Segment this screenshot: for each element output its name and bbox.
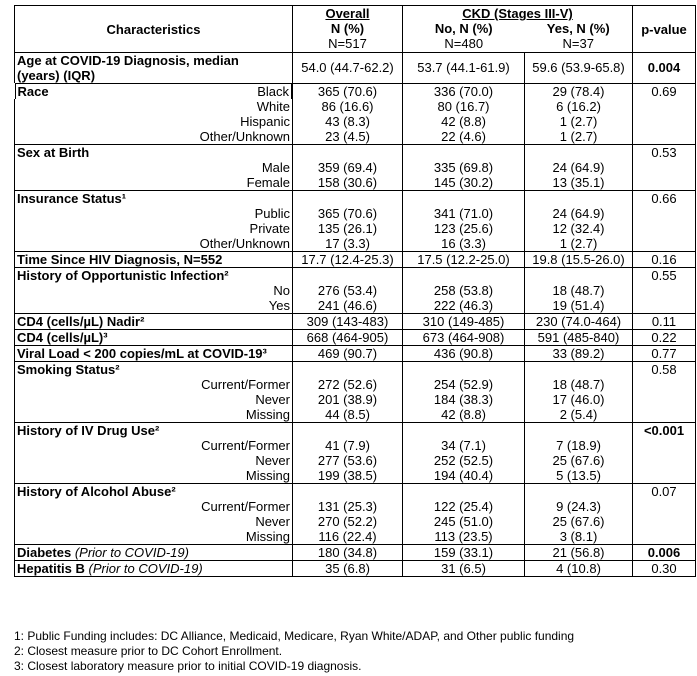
row-characteristic — [15, 484, 293, 500]
cell-overall: 17 (3.3) — [293, 236, 403, 252]
table-row — [15, 314, 696, 330]
row-label: CD4 (cells/µL) Nadir² — [17, 314, 145, 329]
row-characteristic — [15, 221, 293, 236]
cell-yes: 1 (2.7) — [525, 114, 633, 129]
table-row — [15, 283, 696, 298]
table-row — [15, 129, 696, 145]
row-characteristic — [15, 392, 293, 407]
table-row — [15, 407, 696, 423]
cell-overall: 43 (8.3) — [293, 114, 403, 129]
cell-no — [403, 423, 525, 439]
cell-yes: 33 (89.2) — [525, 346, 633, 362]
row-label: Diabetes — [17, 545, 72, 560]
characteristics-header-label: Characteristics — [106, 21, 201, 37]
cell-no — [403, 191, 525, 207]
row-sublabel: Missing — [245, 407, 290, 422]
table-row — [15, 160, 696, 175]
cell-overall — [293, 484, 403, 500]
overall-n: N=517 — [328, 36, 367, 51]
pvalue-header — [633, 6, 696, 53]
cell-no: 436 (90.8) — [403, 346, 525, 362]
ckd-yes-label: Yes, N (%) — [546, 21, 610, 36]
cell-yes: 7 (18.9) — [525, 438, 633, 453]
row-characteristic — [15, 545, 293, 561]
cell-no: 145 (30.2) — [403, 175, 525, 191]
cell-yes: 19 (51.4) — [525, 298, 633, 314]
row-characteristic — [15, 175, 293, 191]
cell-no: 42 (8.8) — [403, 407, 525, 423]
table-row — [15, 346, 696, 362]
table-row — [15, 484, 696, 500]
cell-yes: 12 (32.4) — [525, 221, 633, 236]
row-characteristic — [15, 53, 293, 84]
row-characteristic — [15, 160, 293, 175]
cell-yes: 19.8 (15.5-26.0) — [525, 252, 633, 268]
table-row — [15, 191, 696, 207]
cell-overall: 309 (143-483) — [293, 314, 403, 330]
cell-overall: 135 (26.1) — [293, 221, 403, 236]
table-row — [15, 99, 696, 114]
cell-pvalue — [633, 236, 696, 252]
cell-no: 16 (3.3) — [403, 236, 525, 252]
overall-header — [293, 6, 403, 53]
ckd-header — [403, 6, 633, 53]
table-row — [15, 561, 696, 577]
cell-yes: 25 (67.6) — [525, 453, 633, 468]
row-characteristic — [15, 529, 293, 545]
row-sublabel: Yes — [268, 298, 290, 313]
cell-pvalue: 0.58 — [633, 362, 696, 378]
cell-pvalue: 0.004 — [633, 53, 696, 84]
cell-overall: 469 (90.7) — [293, 346, 403, 362]
cell-no: 335 (69.8) — [403, 160, 525, 175]
table-row — [15, 53, 696, 84]
cell-yes: 29 (78.4) — [525, 83, 633, 99]
cell-overall — [293, 191, 403, 207]
table-row — [15, 377, 696, 392]
cell-no: 341 (71.0) — [403, 206, 525, 221]
table-row — [15, 330, 696, 346]
cell-pvalue — [633, 377, 696, 392]
cell-pvalue — [633, 160, 696, 175]
cell-yes: 2 (5.4) — [525, 407, 633, 423]
cell-yes — [525, 191, 633, 207]
table-row — [15, 175, 696, 191]
row-label: Smoking Status² — [17, 362, 120, 377]
row-characteristic — [15, 99, 293, 114]
table-row — [15, 499, 696, 514]
row-sublabel: No — [273, 283, 290, 298]
row-label: History of Alcohol Abuse² — [17, 484, 176, 499]
characteristics-table — [14, 5, 696, 577]
cell-pvalue — [633, 468, 696, 484]
cell-no: 113 (23.5) — [403, 529, 525, 545]
cell-pvalue: 0.006 — [633, 545, 696, 561]
row-characteristic — [15, 438, 293, 453]
cell-no: 159 (33.1) — [403, 545, 525, 561]
cell-pvalue — [633, 221, 696, 236]
cell-overall: 158 (30.6) — [293, 175, 403, 191]
overall-n-label: N (%) — [330, 21, 365, 36]
row-label: Sex at Birth — [17, 145, 90, 160]
cell-overall: 44 (8.5) — [293, 407, 403, 423]
cell-yes: 13 (35.1) — [525, 175, 633, 191]
ckd-no-n: N=480 — [444, 36, 484, 51]
footnote: 1: Public Funding includes: DC Alliance, Medicaid, Medicare, Ryan White/ADAP, and Other public funding — [14, 629, 575, 643]
row-sublabel: Hispanic — [240, 114, 290, 129]
cell-pvalue: 0.11 — [633, 314, 696, 330]
cell-overall: 270 (52.2) — [293, 514, 403, 529]
cell-overall: 199 (38.5) — [293, 468, 403, 484]
row-characteristic — [15, 407, 293, 423]
cell-pvalue: <0.001 — [633, 423, 696, 439]
row-characteristic — [15, 314, 293, 330]
cell-pvalue — [633, 129, 696, 145]
row-sublabel: Missing — [245, 529, 290, 544]
cell-overall: 359 (69.4) — [293, 160, 403, 175]
cell-yes: 591 (485-840) — [525, 330, 633, 346]
cell-pvalue: 0.69 — [633, 83, 696, 99]
cell-overall: 365 (70.6) — [293, 206, 403, 221]
row-sublabel: Never — [255, 514, 290, 529]
row-characteristic — [15, 499, 293, 514]
cell-overall — [293, 145, 403, 161]
row-characteristic — [15, 145, 293, 161]
row-label: CD4 (cells/µL)³ — [17, 330, 108, 345]
cell-overall: 116 (22.4) — [293, 529, 403, 545]
cell-overall: 180 (34.8) — [293, 545, 403, 561]
cell-overall: 131 (25.3) — [293, 499, 403, 514]
table-row — [15, 83, 696, 99]
row-label: Race — [17, 84, 49, 99]
table-row — [15, 529, 696, 545]
row-sublabel: Private — [249, 221, 290, 236]
cell-pvalue — [633, 438, 696, 453]
table-row — [15, 468, 696, 484]
cell-yes: 24 (64.9) — [525, 206, 633, 221]
row-sublabel: Public — [254, 206, 290, 221]
cell-no: 194 (40.4) — [403, 468, 525, 484]
row-characteristic — [15, 362, 293, 378]
row-label: Hepatitis B — [17, 561, 85, 576]
cell-pvalue — [633, 206, 696, 221]
cell-no: 254 (52.9) — [403, 377, 525, 392]
ckd-yes-n: N=37 — [562, 36, 594, 51]
table-row — [15, 206, 696, 221]
cell-overall: 668 (464-905) — [293, 330, 403, 346]
table-row — [15, 545, 696, 561]
cell-pvalue: 0.22 — [633, 330, 696, 346]
cell-overall: 272 (52.6) — [293, 377, 403, 392]
cell-yes: 18 (48.7) — [525, 377, 633, 392]
cell-yes: 24 (64.9) — [525, 160, 633, 175]
cell-overall: 41 (7.9) — [293, 438, 403, 453]
row-characteristic — [15, 236, 293, 252]
cell-pvalue: 0.77 — [633, 346, 696, 362]
cell-no — [403, 362, 525, 378]
cell-pvalue — [633, 392, 696, 407]
row-characteristic — [15, 114, 293, 129]
cell-pvalue — [633, 298, 696, 314]
row-characteristic — [15, 346, 293, 362]
row-characteristic — [15, 453, 293, 468]
row-characteristic — [15, 468, 293, 484]
row-label-qualifier: (Prior to COVID-19) — [88, 561, 203, 576]
row-characteristic — [15, 298, 293, 314]
cell-overall: 201 (38.9) — [293, 392, 403, 407]
row-label: Viral Load < 200 copies/mL at COVID-19³ — [17, 346, 267, 361]
cell-no: 258 (53.8) — [403, 283, 525, 298]
cell-no: 245 (51.0) — [403, 514, 525, 529]
cell-yes: 1 (2.7) — [525, 236, 633, 252]
cell-overall: 277 (53.6) — [293, 453, 403, 468]
cell-no: 184 (38.3) — [403, 392, 525, 407]
cell-pvalue: 0.66 — [633, 191, 696, 207]
overall-title: Overall — [325, 6, 370, 21]
table-row — [15, 145, 696, 161]
row-characteristic — [15, 561, 293, 577]
cell-yes: 9 (24.3) — [525, 499, 633, 514]
cell-pvalue: 0.55 — [633, 268, 696, 284]
characteristics-header — [15, 6, 293, 53]
cell-yes: 25 (67.6) — [525, 514, 633, 529]
ckd-no-label: No, N (%) — [434, 21, 493, 36]
table-row — [15, 252, 696, 268]
cell-yes: 3 (8.1) — [525, 529, 633, 545]
cell-pvalue — [633, 514, 696, 529]
cell-yes — [525, 268, 633, 284]
row-characteristic — [15, 268, 293, 284]
row-characteristic — [15, 206, 293, 221]
row-characteristic — [15, 191, 293, 207]
cell-yes — [525, 423, 633, 439]
cell-no — [403, 268, 525, 284]
cell-pvalue: 0.16 — [633, 252, 696, 268]
cell-pvalue — [633, 175, 696, 191]
row-characteristic — [15, 129, 293, 145]
cell-no: 53.7 (44.1-61.9) — [403, 53, 525, 84]
row-characteristic — [15, 377, 293, 392]
cell-yes: 5 (13.5) — [525, 468, 633, 484]
cell-no: 122 (25.4) — [403, 499, 525, 514]
cell-overall: 35 (6.8) — [293, 561, 403, 577]
cell-overall: 86 (16.6) — [293, 99, 403, 114]
cell-no: 31 (6.5) — [403, 561, 525, 577]
row-sublabel: Current/Former — [201, 377, 290, 392]
row-sublabel: Female — [246, 175, 290, 190]
cell-no: 222 (46.3) — [403, 298, 525, 314]
cell-no: 17.5 (12.2-25.0) — [403, 252, 525, 268]
cell-no: 34 (7.1) — [403, 438, 525, 453]
row-sublabel: Current/Former — [201, 438, 290, 453]
cell-yes: 1 (2.7) — [525, 129, 633, 145]
cell-pvalue — [633, 407, 696, 423]
row-characteristic — [15, 252, 293, 268]
cell-overall: 54.0 (44.7-62.2) — [293, 53, 403, 84]
row-characteristic — [15, 283, 293, 298]
cell-overall — [293, 362, 403, 378]
cell-no — [403, 484, 525, 500]
cell-no: 80 (16.7) — [403, 99, 525, 114]
table-row — [15, 236, 696, 252]
table-row — [15, 298, 696, 314]
row-sublabel: Current/Former — [201, 499, 290, 514]
cell-overall: 17.7 (12.4-25.3) — [293, 252, 403, 268]
cell-yes: 230 (74.0-464) — [525, 314, 633, 330]
row-sublabel: Missing — [245, 468, 290, 483]
row-sublabel: Never — [255, 392, 290, 407]
cell-pvalue — [633, 283, 696, 298]
row-label-qualifier: (Prior to COVID-19) — [74, 545, 189, 560]
cell-pvalue — [633, 499, 696, 514]
cell-yes — [525, 484, 633, 500]
cell-yes: 18 (48.7) — [525, 283, 633, 298]
cell-no: 673 (464-908) — [403, 330, 525, 346]
cell-yes: 17 (46.0) — [525, 392, 633, 407]
footnote: 3: Closest laboratory measure prior to initial COVID-19 diagnosis. — [14, 659, 362, 673]
cell-no: 252 (52.5) — [403, 453, 525, 468]
row-sublabel: Other/Unknown — [199, 236, 290, 251]
row-sublabel: Other/Unknown — [199, 129, 290, 144]
cell-no: 42 (8.8) — [403, 114, 525, 129]
row-sublabel: White — [256, 99, 290, 114]
ckd-group-title: CKD (Stages III-V) — [462, 6, 573, 21]
cell-no: 123 (25.6) — [403, 221, 525, 236]
table-row — [15, 362, 696, 378]
cell-no — [403, 145, 525, 161]
table-row — [15, 268, 696, 284]
cell-yes — [525, 362, 633, 378]
cell-no: 22 (4.6) — [403, 129, 525, 145]
cell-overall: 23 (4.5) — [293, 129, 403, 145]
cell-pvalue — [633, 114, 696, 129]
cell-overall — [293, 423, 403, 439]
row-sublabel: Never — [255, 453, 290, 468]
footnote: 2: Closest measure prior to DC Cohort Enrollment. — [14, 644, 283, 658]
row-label-line2: (years) (IQR) — [17, 68, 96, 83]
pvalue-header-label: p-value — [641, 21, 687, 37]
row-label: Time Since HIV Diagnosis, N=552 — [17, 252, 223, 267]
cell-pvalue — [633, 453, 696, 468]
row-characteristic — [15, 330, 293, 346]
table-row — [15, 514, 696, 529]
cell-yes: 59.6 (53.9-65.8) — [525, 53, 633, 84]
row-label: History of Opportunistic Infection² — [17, 268, 229, 283]
table-row — [15, 392, 696, 407]
table-row — [15, 438, 696, 453]
cell-no: 310 (149-485) — [403, 314, 525, 330]
row-label: Age at COVID-19 Diagnosis, median — [17, 53, 239, 68]
cell-yes: 21 (56.8) — [525, 545, 633, 561]
row-sublabel: Male — [261, 160, 290, 175]
cell-overall: 365 (70.6) — [293, 83, 403, 99]
cell-yes — [525, 145, 633, 161]
row-characteristic — [15, 83, 293, 99]
row-sublabel: Black — [257, 84, 289, 99]
cell-pvalue — [633, 529, 696, 545]
cell-yes: 6 (16.2) — [525, 99, 633, 114]
cell-overall: 276 (53.4) — [293, 283, 403, 298]
cell-pvalue — [633, 99, 696, 114]
row-characteristic — [15, 514, 293, 529]
cell-pvalue: 0.53 — [633, 145, 696, 161]
cell-pvalue: 0.07 — [633, 484, 696, 500]
table-row — [15, 221, 696, 236]
row-label: Insurance Status¹ — [17, 191, 127, 206]
table-row — [15, 453, 696, 468]
table-header-row — [15, 6, 696, 53]
cell-yes: 4 (10.8) — [525, 561, 633, 577]
table-row — [15, 114, 696, 129]
row-characteristic — [15, 423, 293, 439]
table-row — [15, 423, 696, 439]
cell-pvalue: 0.30 — [633, 561, 696, 577]
cell-no: 336 (70.0) — [403, 83, 525, 99]
row-label: History of IV Drug Use² — [17, 423, 160, 438]
cell-overall: 241 (46.6) — [293, 298, 403, 314]
cell-overall — [293, 268, 403, 284]
